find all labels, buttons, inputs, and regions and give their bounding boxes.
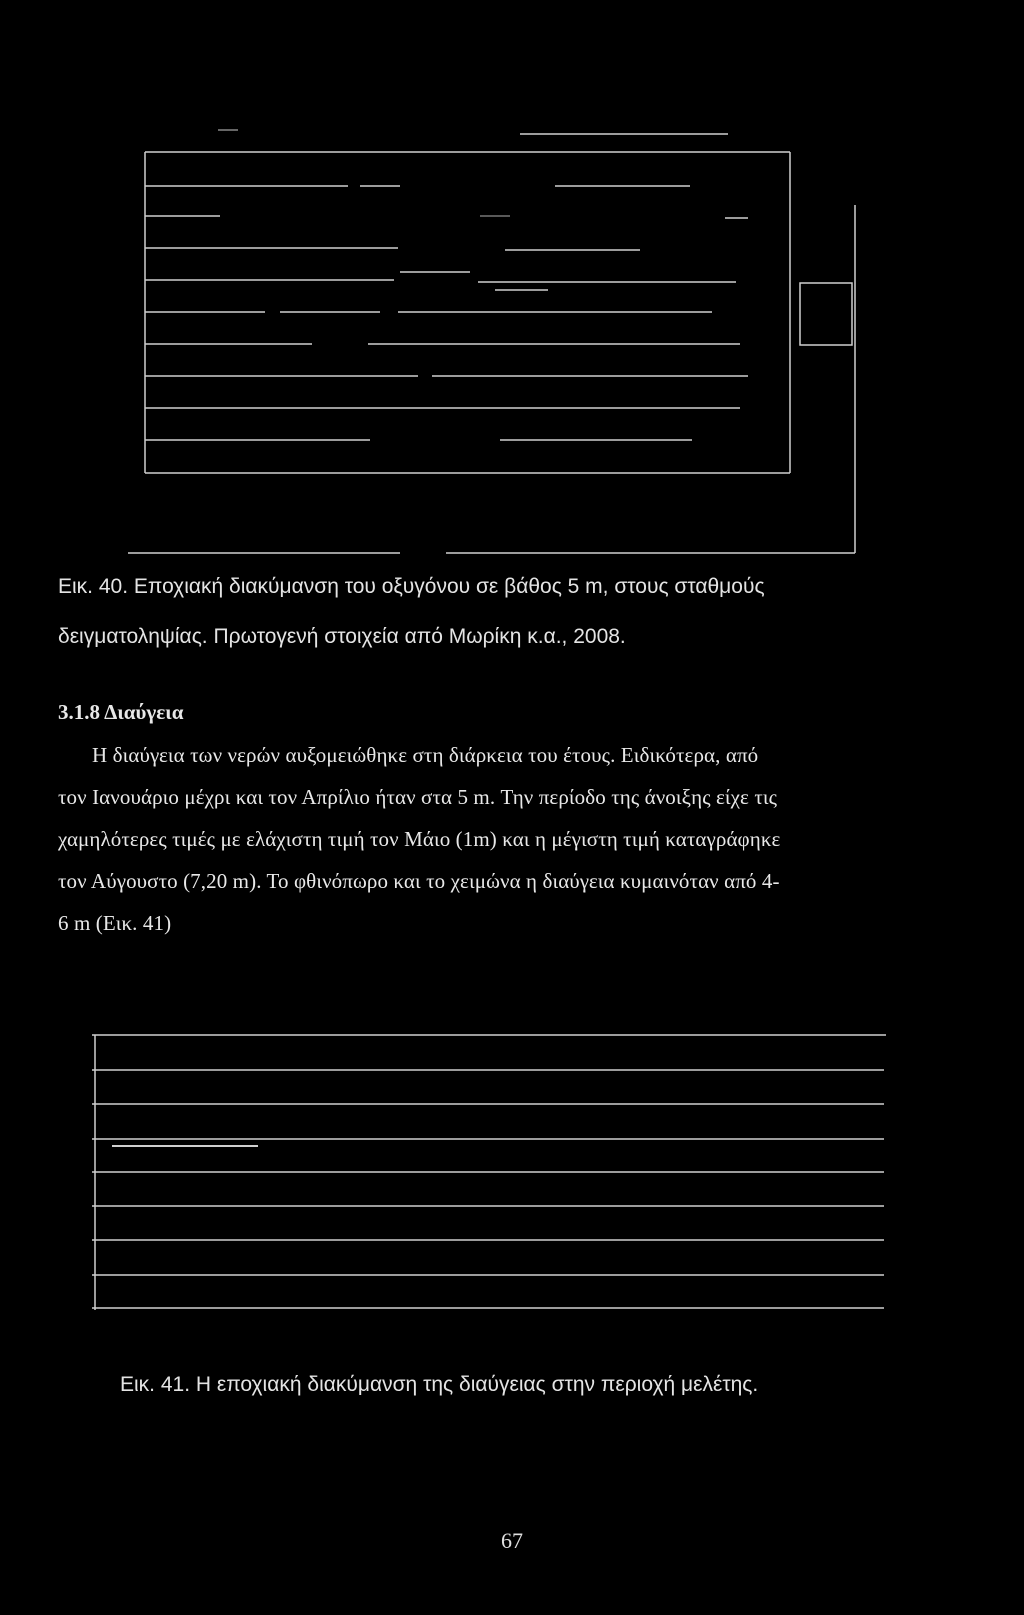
paragraph-line-2: τον Ιανουάριο μέχρι και τον Απρίλιο ήταν στα 5 m. Την περίοδο της άνοιξης είχε τις: [58, 785, 778, 809]
page-number: 67: [501, 1528, 523, 1553]
section-heading: 3.1.8 Διαύγεια: [58, 700, 184, 724]
figure-41-caption: Εικ. 41. Η εποχιακή διακύμανση της διαύγειας στην περιοχή μελέτης.: [120, 1373, 759, 1396]
paragraph-line-3: χαμηλότερες τιμές με ελάχιστη τιμή τον Μάιο (1m) και η μέγιστη τιμή καταγράφηκε: [58, 827, 781, 851]
figure-40-caption-line1: Εικ. 40. Εποχιακή διακύμανση του οξυγόνου σε βάθος 5 m, στους σταθμούς: [58, 575, 765, 598]
figure-40-caption-line2: δειγματοληψίας. Πρωτογενή στοιχεία από Μωρίκη κ.α., 2008.: [58, 625, 626, 648]
paragraph-line-1: Η διαύγεια των νερών αυξομειώθηκε στη διάρκεια του έτους. Ειδικότερα, από: [92, 743, 759, 767]
paragraph-line-4: τον Αύγουστο (7,20 m). Το φθινόπωρο και το χειμώνα η διαύγεια κυμαινόταν από 4-: [58, 869, 780, 893]
paragraph-line-5: 6 m (Εικ. 41): [58, 911, 172, 935]
